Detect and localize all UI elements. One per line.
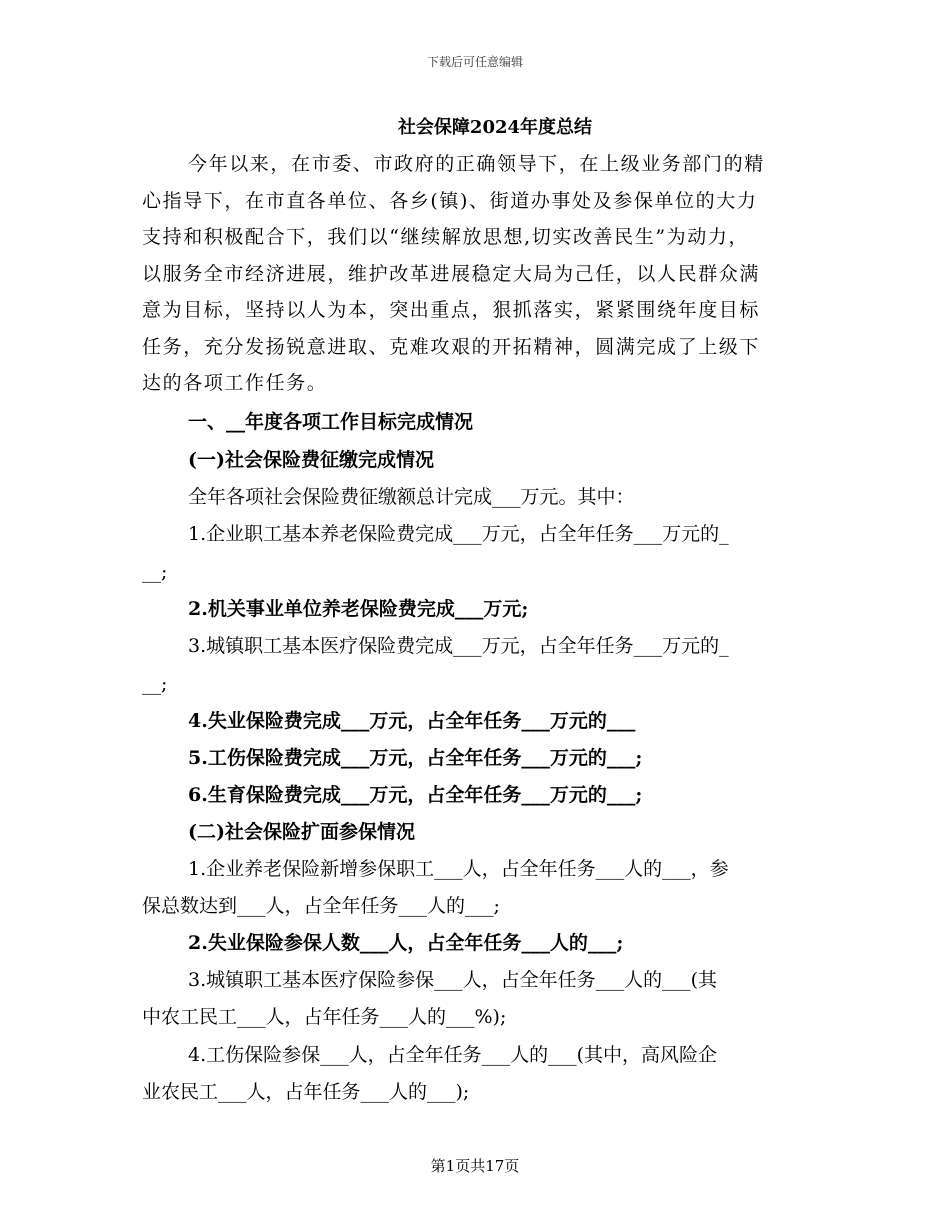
list-item-line: __; [142, 673, 168, 695]
list-item-line: 3.城镇职工基本医疗保险费完成___万元，占全年任务___万元的_ [188, 635, 729, 657]
paragraph-line: 以服务全市经济进展，维护改革进展稳定大局为己任，以人民群众满 [142, 263, 761, 285]
paragraph-line: 达的各项工作任务。 [142, 372, 328, 394]
list-item-line: 1.企业养老保险新增参保职工___人，占全年任务___人的___，参 [188, 858, 729, 880]
subsection-heading: (一)社会保险费征缴完成情况 [188, 449, 434, 471]
list-item-line: 4.工伤保险参保___人，占全年任务___人的___(其中，高风险企 [188, 1044, 718, 1066]
subsection-heading: (二)社会保险扩面参保情况 [188, 821, 415, 843]
paragraph-line: 全年各项社会保险费征缴额总计完成___万元。其中： [188, 486, 635, 508]
document-title: 社会保障2024年度总结 [397, 117, 593, 138]
list-item-line: 2.机关事业单位养老保险费完成___万元; [188, 598, 529, 620]
list-item-line: 中农工民工___人，占年任务___人的___%); [142, 1006, 507, 1028]
list-item-line: 1.企业职工基本养老保险费完成___万元，占全年任务___万元的_ [188, 523, 729, 545]
list-item-line: 3.城镇职工基本医疗保险参保___人，占全年任务___人的___(其 [188, 969, 718, 991]
list-item-line: 4.失业保险费完成___万元，占全年任务___万元的___ [188, 710, 636, 732]
list-item-line: 保总数达到___人，占全年任务___人的___; [142, 895, 500, 917]
section-heading: 一、__年度各项工作目标完成情况 [188, 411, 474, 433]
paragraph-line: 任务，充分发扬锐意进取、克难攻艰的开拓精神，圆满完成了上级下 [142, 336, 761, 358]
list-item-line: 5.工伤保险费完成___万元，占全年任务___万元的___; [188, 747, 643, 769]
list-item-line: 2.失业保险参保人数___人，占全年任务___人的___; [188, 932, 624, 954]
list-item-line: __; [142, 561, 168, 583]
list-item-line: 业农民工___人，占年任务___人的___); [142, 1081, 470, 1103]
paragraph-line: 支持和积极配合下，我们以“继续解放思想,切实改善民生”为动力， [142, 226, 750, 248]
paragraph-line: 意为目标，坚持以人为本，突出重点，狠抓落实，紧紧围绕年度目标 [142, 299, 761, 321]
paragraph-line: 心指导下，在市直各单位、各乡(镇)、街道办事处及参保单位的大力 [142, 190, 758, 212]
page-number: 第1页共17页 [430, 1157, 520, 1175]
list-item-line: 6.生育保险费完成___万元，占全年任务___万元的___; [188, 784, 643, 806]
paragraph-line: 今年以来，在市委、市政府的正确领导下，在上级业务部门的精 [188, 153, 765, 175]
header-note: 下载后可任意编辑 [426, 55, 523, 69]
